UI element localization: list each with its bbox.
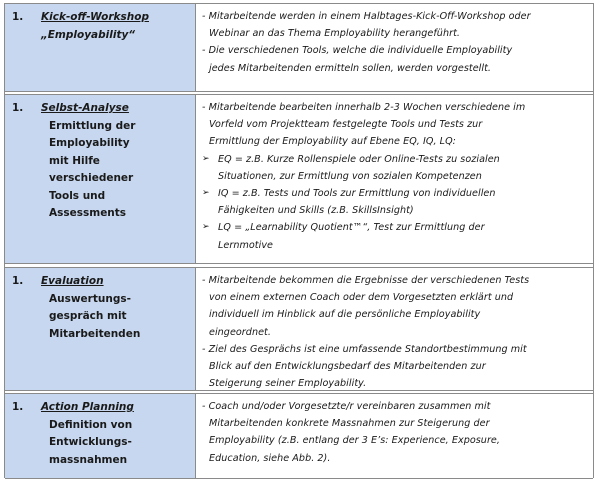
arrow-bullet-icon: ➢ — [202, 222, 210, 233]
phase-number: 1. — [12, 401, 24, 413]
phase-subtitle-line: Mitarbeitenden — [49, 327, 141, 340]
phase-title: Kick-off-Workshop — [41, 11, 149, 23]
description-line: Steigerung seiner Employability. — [209, 378, 367, 390]
description-line: LQ = „Learnability Quotient™“, Test zur Ermittlung der — [218, 222, 485, 234]
description-line: eingeordnet. — [209, 326, 271, 338]
description-line: - Mitarbeitende werden in einem Halbtages-Kick-Off-Workshop oder — [202, 11, 531, 22]
arrow-bullet-icon: ➢ — [202, 188, 210, 199]
phase-subtitle-line: Entwicklungs- — [49, 436, 132, 448]
description-line: - Die verschiedenen Tools, welche die individuelle Employability — [202, 45, 513, 57]
phase-subtitle-line: mit Hilfe — [49, 154, 100, 167]
description-paragraph — [202, 272, 587, 341]
description-line: Ermittlung der Employability auf Ebene EQ, IQ, LQ: — [209, 136, 456, 148]
phase-subtitle-line: Employability — [49, 137, 130, 149]
phase-title-block — [41, 399, 134, 469]
phase-number: 1. — [12, 275, 24, 287]
phase-title-block — [41, 273, 140, 343]
phase-title-block — [41, 100, 135, 223]
phase-cell — [5, 95, 196, 263]
description-paragraph — [202, 8, 587, 42]
description-paragraph — [202, 99, 587, 151]
description-line: Situationen, zur Ermittlung von sozialen Kompetenzen — [218, 170, 482, 182]
description-line: Lernmotive — [218, 239, 273, 251]
table-row-action-planning — [5, 393, 593, 479]
description-line: IQ = z.B. Tests und Tools zur Ermittlung von individuellen — [218, 188, 496, 200]
description-line: individuell im Hinblick auf die persönliche Employability — [209, 309, 481, 321]
description-line: - Mitarbeitende bearbeiten innerhalb 2-3 Wochen verschiedene im — [202, 102, 526, 113]
description-cell — [196, 4, 593, 91]
phase-subtitle-line: Assessments — [49, 207, 127, 219]
description-paragraph — [202, 398, 587, 467]
description-line: Mitarbeitenden konkrete Massnahmen zur Steigerung der — [209, 418, 490, 430]
phase-subtitle-line: Definition von — [49, 418, 133, 431]
phase-cell — [5, 268, 196, 390]
phase-cell — [5, 394, 196, 478]
phase-subtitle-line: massnahmen — [49, 453, 128, 466]
description-paragraph — [202, 42, 587, 76]
description-line: Fähigkeiten und Skills (z.B. SkillsInsight) — [218, 205, 414, 217]
description-paragraph — [202, 341, 587, 393]
phase-subtitle-line: Tools und — [49, 189, 106, 202]
bullet-item — [202, 185, 587, 219]
phase-title-block — [41, 9, 149, 44]
description-cell — [196, 394, 593, 478]
description-line: Blick auf den Entwicklungsbedarf des Mitarbeitenden zur — [209, 361, 486, 373]
phase-subtitle-line: gespräch mit — [49, 310, 127, 322]
phase-number: 1. — [12, 102, 24, 114]
phase-subtitle-line: verschiedener — [49, 172, 134, 184]
description-line: EQ = z.B. Kurze Rollenspiele oder Online-Tests zu sozialen — [218, 153, 500, 165]
description-line: Employability (z.B. entlang der 3 E’s: Experience, Exposure, — [209, 435, 500, 447]
process-table — [4, 3, 594, 478]
table-row-selbst-analyse — [5, 94, 593, 264]
phase-title: Action Planning — [41, 401, 134, 413]
description-line: Webinar an das Thema Employability herangeführt. — [209, 28, 460, 40]
phase-title: Evaluation — [41, 275, 104, 287]
description-line: - Ziel des Gesprächs ist eine umfassende Standortbestimmung mit — [202, 343, 527, 355]
description-line: Vorfeld vom Projektteam festgelegte Tools und Tests zur — [209, 119, 483, 131]
table-row-kickoff — [5, 4, 593, 92]
bullet-item — [202, 151, 587, 185]
arrow-bullet-icon: ➢ — [202, 153, 210, 164]
phase-number: 1. — [12, 11, 24, 23]
description-cell — [196, 268, 593, 390]
description-line: von einem externen Coach oder dem Vorgesetzten erklärt und — [209, 292, 514, 304]
description-line: jedes Mitarbeitenden ermitteln sollen, werden vorgestellt. — [209, 62, 492, 74]
phase-subtitle-line: Auswertungs- — [49, 292, 131, 305]
description-line: Education, siehe Abb. 2). — [209, 452, 331, 464]
phase-subtitle-line: „Employability“ — [41, 28, 136, 41]
phase-cell — [5, 4, 196, 91]
table-row-evaluation — [5, 267, 593, 391]
bullet-item — [202, 219, 587, 253]
description-cell — [196, 95, 593, 263]
phase-subtitle-line: Ermittlung der — [49, 119, 136, 132]
description-line: - Mitarbeitende bekommen die Ergebnisse der verschiedenen Tests — [202, 275, 530, 286]
phase-title: Selbst-Analyse — [41, 102, 129, 114]
description-line: - Coach und/oder Vorgesetzte/r vereinbaren zusammen mit — [202, 401, 491, 412]
